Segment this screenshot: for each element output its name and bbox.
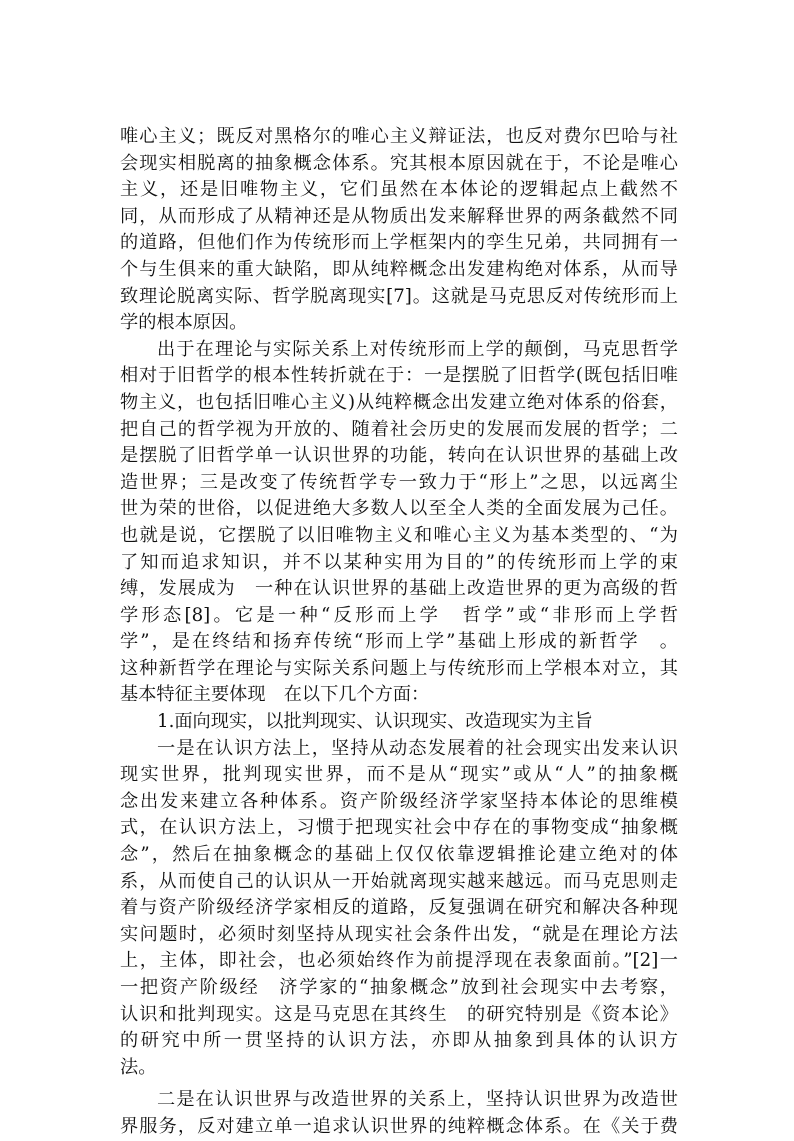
text-line: 世为荣的世俗，以促进绝大多数人以至全人类的全面发展为己任。: [120, 498, 678, 520]
text-line: 式，在认识方法上，习惯于把现实社会中存在的事物变成“抽象概: [120, 817, 678, 839]
section-heading: 1.面向现实，以批判现实、认识现实、改造现实为主旨: [157, 711, 593, 733]
text-line: 出于在理论与实际关系上对传统形而上学的颠倒，马克思哲学: [157, 338, 678, 360]
text-line: 实问题时，必须时刻坚持从现实社会条件出发，“就是在理论方法: [120, 923, 678, 945]
text-line: 上，主体，即社会，也必须始终作为前提浮现在表象面前。”[2]一: [120, 950, 678, 972]
text-line: 会现实相脱离的抽象概念体系。究其根本原因就在于，不论是唯心: [120, 152, 678, 174]
text-line: 的研究中所一贯坚持的认识方法，亦即从抽象到具体的认识方: [120, 1030, 678, 1052]
text-line: 致理论脱离实际、哲学脱离现实[7]。这就是马克思反对传统形而上: [120, 285, 678, 307]
text-line: 学”，是在终结和扬弃传统“形而上学”基础上形成的新哲学 。: [120, 631, 678, 653]
text-line: 相对于旧哲学的根本性转折就在于：一是摆脱了旧哲学(既包括旧唯: [120, 365, 678, 387]
text-line: 把自己的哲学视为开放的、随着社会历史的发展而发展的哲学；二: [120, 418, 678, 440]
text-line: 现实世界，批判现实世界，而不是从“现实”或从“人”的抽象概: [120, 764, 678, 786]
text-line: 学形态[8]。它是一种“反形而上学 哲学”或“非形而上学哲: [120, 604, 678, 626]
text-line: 缚，发展成为 一种在认识世界的基础上改造世界的更为高级的哲: [120, 578, 678, 600]
text-line: 主义，还是旧唯物主义，它们虽然在本体论的逻辑起点上截然不: [120, 179, 678, 201]
text-line: 的道路，但他们作为传统形而上学框架内的孪生兄弟，共同拥有一: [120, 232, 678, 254]
text-line: 同，从而形成了从精神还是从物质出发来解释世界的两条截然不同: [120, 205, 678, 227]
text-line: 一把资产阶级经 济学家的“抽象概念”放到社会现实中去考察，: [120, 977, 678, 998]
text-line: 系，从而使自己的认识从一开始就离现实越来越远。而马克思则走: [120, 870, 678, 892]
text-line: 是摆脱了旧哲学单一认识世界的功能，转向在认识世界的基础上改: [120, 445, 678, 467]
text-line: 了知而追求知识，并不以某种实用为目的”的传统形而上学的束: [120, 551, 678, 573]
text-line: 界服务，反对建立单一追求认识世界的纯粹概念体系。在《关于费: [120, 1115, 678, 1137]
text-line: 念”，然后在抽象概念的基础上仅仅依靠逻辑推论建立绝对的体: [120, 844, 678, 866]
text-line: 认识和批判现实。这是马克思在其终生 的研究特别是《资本论》: [120, 1003, 678, 1025]
text-line: 造世界；三是改变了传统哲学专一致力于“形上”之思，以远离尘: [120, 471, 678, 493]
text-line: 也就是说，它摆脱了以旧唯物主义和唯心主义为基本类型的、“为: [120, 524, 678, 546]
text-line: 二是在认识世界与改造世界的关系上，坚持认识世界为改造世: [157, 1089, 678, 1111]
text-line: 着与资产阶级经济学家相反的道路，反复强调在研究和解决各种现: [120, 897, 678, 919]
text-line: 一是在认识方法上，坚持从动态发展着的社会现实出发来认识: [157, 737, 678, 759]
text-line: 念出发来建立各种体系。资产阶级经济学家坚持本体论的思维模: [120, 790, 678, 812]
text-line: 物主义，也包括旧唯心主义)从纯粹概念出发建立绝对体系的俗套，: [120, 391, 678, 413]
text-line: 基本特征主要体现 在以下几个方面：: [120, 684, 430, 706]
text-line: 法。: [120, 1056, 157, 1078]
text-line: 个与生俱来的重大缺陷，即从纯粹概念出发建构绝对体系，从而导: [120, 258, 678, 280]
text-line: 这种新哲学在理论与实际关系问题上与传统形而上学根本对立，其: [120, 657, 678, 679]
document-body: [120, 124, 678, 1141]
text-line: 学的根本原因。: [120, 312, 248, 334]
text-line: 唯心主义；既反对黑格尔的唯心主义辩证法，也反对费尔巴哈与社: [120, 126, 678, 147]
